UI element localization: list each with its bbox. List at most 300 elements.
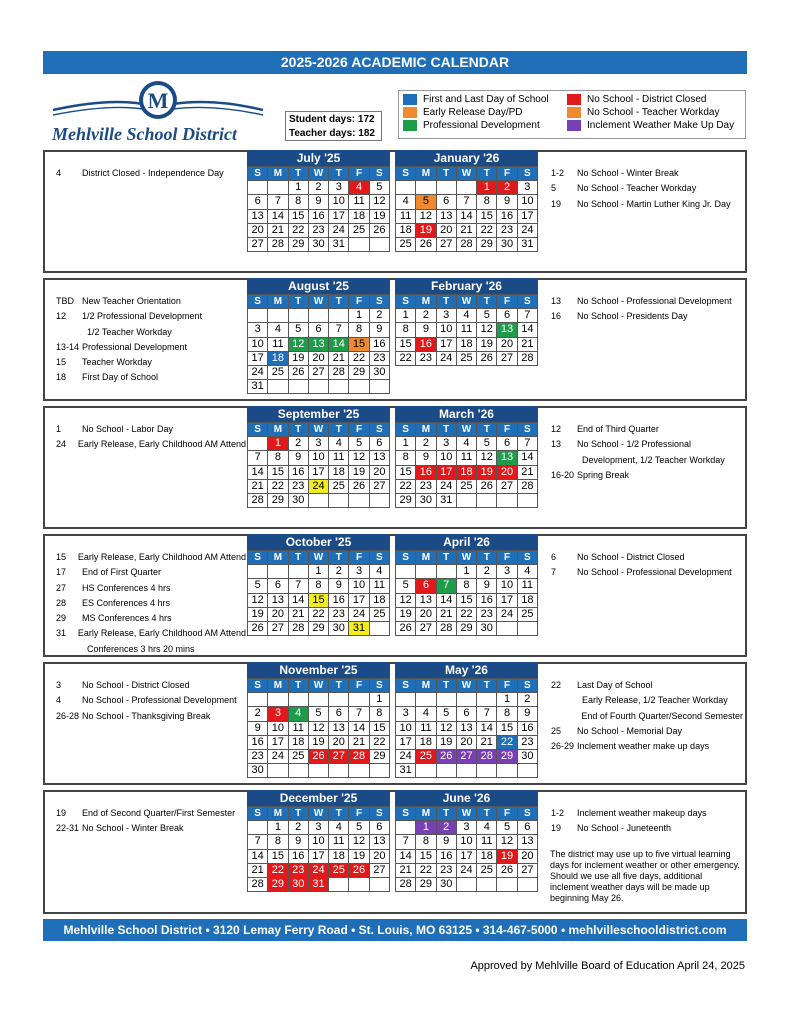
day-cell: 30 — [517, 749, 537, 763]
day-cell: 21 — [517, 337, 537, 351]
day-cell: 23 — [369, 351, 389, 365]
week-row — [248, 721, 390, 735]
day-cell: 1 — [268, 821, 288, 835]
week-row — [396, 764, 538, 778]
weekday-header: M — [416, 423, 436, 437]
event-item — [551, 166, 743, 181]
event-date: 28 — [56, 597, 67, 608]
day-cell: 26 — [497, 863, 517, 877]
week-row — [396, 749, 538, 763]
legend-swatch — [403, 94, 417, 105]
day-cell — [288, 693, 308, 707]
day-cell: 29 — [477, 237, 497, 251]
week-row — [248, 593, 390, 607]
day-cell: 12 — [308, 721, 328, 735]
day-cell: 11 — [477, 835, 497, 849]
event-date: 1-2 — [551, 808, 565, 818]
event-text: End of Third Quarter — [577, 424, 659, 434]
event-item — [551, 724, 743, 739]
day-cell: 18 — [288, 735, 308, 749]
day-cell: 19 — [369, 209, 389, 223]
event-item — [551, 709, 743, 724]
weekday-header: W — [308, 167, 328, 181]
day-cell: 24 — [456, 863, 476, 877]
legend-label: No School - District Closed — [587, 94, 707, 105]
week-row — [248, 565, 390, 579]
day-cell: 15 — [456, 593, 476, 607]
day-cell: 6 — [456, 707, 476, 721]
day-cell: 28 — [456, 237, 476, 251]
day-cell — [369, 621, 389, 635]
day-cell: 8 — [416, 835, 436, 849]
weekday-header: S — [248, 295, 268, 309]
day-cell — [268, 565, 288, 579]
day-cell: 1 — [288, 181, 308, 195]
day-cell: 31 — [436, 493, 456, 507]
day-cell: 4 — [268, 323, 288, 337]
day-cell: 28 — [329, 365, 349, 379]
day-cell: 17 — [349, 593, 369, 607]
event-text: No School - Thanksgiving Break — [82, 710, 211, 721]
day-cell: 6 — [436, 195, 456, 209]
week-row — [248, 195, 390, 209]
weekday-header: T — [436, 807, 456, 821]
event-date: 15 — [56, 357, 67, 368]
day-cell: 19 — [349, 465, 369, 479]
week-row — [396, 479, 538, 493]
legend-item — [403, 120, 540, 132]
day-cell: 28 — [396, 877, 416, 891]
day-cell: 3 — [248, 323, 268, 337]
weekday-header: M — [268, 295, 288, 309]
day-cell: 2 — [416, 309, 436, 323]
day-cell — [329, 380, 349, 394]
event-date — [551, 709, 576, 724]
day-cell: 5 — [436, 707, 456, 721]
day-cell: 11 — [288, 721, 308, 735]
day-cell: 9 — [497, 195, 517, 209]
day-cell: 26 — [416, 237, 436, 251]
week-row — [248, 849, 390, 863]
day-cell: 7 — [517, 437, 537, 451]
day-cell: 14 — [436, 593, 456, 607]
month-title: January '26 — [395, 150, 538, 166]
month-title: May '26 — [395, 662, 538, 678]
day-cell: 30 — [477, 621, 497, 635]
day-cell: 3 — [456, 821, 476, 835]
day-cell: 7 — [248, 451, 268, 465]
day-cell — [396, 821, 416, 835]
day-cell: 18 — [477, 849, 497, 863]
event-date: 19 — [551, 198, 562, 209]
day-cell — [456, 693, 476, 707]
day-cell: 6 — [308, 323, 328, 337]
day-cell — [416, 764, 436, 778]
day-cell: 1 — [497, 693, 517, 707]
day-cell: 31 — [517, 237, 537, 251]
event-date: 12 — [551, 424, 562, 434]
day-cell: 7 — [349, 707, 369, 721]
event-text: Spring Break — [577, 469, 630, 480]
weekday-header: F — [497, 807, 517, 821]
event-date: 27 — [56, 582, 67, 593]
district-name: Mehlville School District — [52, 124, 238, 144]
day-cell — [456, 764, 476, 778]
event-text: No School - Teacher Workday — [577, 183, 697, 194]
weekday-header: F — [349, 295, 369, 309]
day-cell: 19 — [497, 849, 517, 863]
day-cell: 28 — [517, 351, 537, 365]
day-cell — [248, 821, 268, 835]
day-cell — [329, 309, 349, 323]
day-cell — [308, 764, 328, 778]
day-cell — [456, 877, 476, 891]
legend-label: Inclement Weather Make Up Day — [587, 120, 735, 131]
event-date: 13 — [551, 439, 562, 450]
day-cell: 29 — [288, 237, 308, 251]
weekday-header: W — [456, 679, 476, 693]
event-text: End of Second Quarter/First Semester — [82, 808, 236, 818]
day-cell: 2 — [436, 821, 456, 835]
day-cell: 13 — [308, 337, 328, 351]
day-cell: 30 — [288, 493, 308, 507]
event-item — [56, 370, 246, 385]
day-cell: 12 — [288, 337, 308, 351]
event-item — [56, 325, 246, 340]
day-cell: 2 — [248, 707, 268, 721]
day-cell: 24 — [308, 479, 328, 493]
right-events — [551, 422, 743, 483]
right-events — [551, 294, 743, 325]
weekday-header: S — [369, 551, 389, 565]
day-cell — [396, 693, 416, 707]
weekday-header: T — [477, 807, 497, 821]
event-date: 31 — [56, 628, 67, 639]
right-events — [551, 550, 743, 581]
day-cell: 9 — [369, 323, 389, 337]
day-cell: 3 — [436, 309, 456, 323]
weekday-header: S — [517, 167, 537, 181]
day-cell: 17 — [308, 849, 328, 863]
day-cell: 17 — [497, 593, 517, 607]
day-cell: 7 — [456, 195, 476, 209]
day-cell: 15 — [349, 337, 369, 351]
day-cell: 4 — [396, 195, 416, 209]
day-cell: 8 — [268, 835, 288, 849]
day-cell: 22 — [268, 863, 288, 877]
day-cell: 16 — [436, 849, 456, 863]
day-cell — [268, 309, 288, 323]
day-cell: 23 — [248, 749, 268, 763]
week-row — [396, 351, 538, 365]
weekday-header: M — [268, 551, 288, 565]
weekday-header: T — [436, 167, 456, 181]
day-cell: 25 — [517, 607, 537, 621]
day-cell: 28 — [248, 493, 268, 507]
event-date: 3 — [56, 680, 62, 690]
day-cell — [369, 380, 389, 394]
event-text: HS Conferences 4 hrs — [82, 582, 171, 593]
event-text: No School - Presidents Day — [577, 311, 688, 322]
day-cell — [517, 877, 537, 891]
day-cell — [308, 309, 328, 323]
day-cell: 24 — [497, 607, 517, 621]
day-cell: 7 — [329, 323, 349, 337]
event-item — [551, 309, 743, 324]
day-cell: 26 — [477, 479, 497, 493]
day-cell: 8 — [308, 579, 328, 593]
day-cell: 29 — [416, 877, 436, 891]
week-row — [396, 195, 538, 209]
day-cell: 27 — [369, 479, 389, 493]
day-cell — [288, 764, 308, 778]
day-cell: 22 — [396, 479, 416, 493]
day-cell: 9 — [288, 451, 308, 465]
weekday-header: S — [517, 423, 537, 437]
day-cell: 22 — [477, 223, 497, 237]
event-item — [56, 294, 246, 309]
week-row — [248, 437, 390, 451]
approval-note: Approved by Mehlville Board of Education April 24, 2025 — [470, 960, 745, 972]
day-cell: 29 — [308, 621, 328, 635]
day-cell: 30 — [288, 877, 308, 891]
event-text: End of First Quarter — [82, 567, 162, 578]
event-text: Early Release, Early Childhood AM Attend — [77, 439, 246, 450]
event-date: 12 — [56, 311, 67, 322]
weekday-header: S — [248, 167, 268, 181]
day-cell — [288, 565, 308, 579]
weekday-header: T — [288, 167, 308, 181]
day-cell: 4 — [288, 707, 308, 721]
day-cell: 31 — [308, 877, 328, 891]
day-cell: 5 — [416, 195, 436, 209]
day-cell: 22 — [268, 479, 288, 493]
weekday-header: S — [248, 551, 268, 565]
month-calendar — [395, 406, 538, 508]
day-cell: 21 — [396, 863, 416, 877]
day-cell: 2 — [288, 437, 308, 451]
event-date: 19 — [551, 823, 562, 834]
event-date: 13 — [551, 296, 562, 306]
event-text: Teacher Workday — [82, 357, 152, 368]
day-cell: 21 — [248, 863, 268, 877]
event-text: No School - District Closed — [82, 680, 190, 690]
month-title: August '25 — [247, 278, 390, 294]
day-cell: 24 — [248, 365, 268, 379]
month-calendar — [395, 790, 538, 892]
event-date: 15 — [56, 552, 67, 562]
day-cell: 27 — [248, 237, 268, 251]
weekday-header: M — [416, 807, 436, 821]
event-item — [551, 678, 743, 693]
day-cell: 5 — [288, 323, 308, 337]
day-cell: 6 — [497, 437, 517, 451]
day-cell: 16 — [477, 593, 497, 607]
day-cell: 16 — [329, 593, 349, 607]
day-cell — [329, 693, 349, 707]
day-cell — [349, 493, 369, 507]
week-row — [248, 365, 390, 379]
day-cell: 4 — [416, 707, 436, 721]
day-cell — [268, 764, 288, 778]
day-cell: 20 — [497, 337, 517, 351]
week-row — [248, 309, 390, 323]
weekday-header: T — [329, 295, 349, 309]
day-cell: 26 — [288, 365, 308, 379]
event-text: No School - Winter Break — [577, 168, 679, 178]
day-cell: 18 — [456, 337, 476, 351]
weekday-header: T — [288, 679, 308, 693]
day-cell: 6 — [416, 579, 436, 593]
day-cell: 16 — [288, 849, 308, 863]
event-text: Early Release, 1/2 Teacher Workday — [577, 695, 728, 706]
event-item — [56, 437, 246, 452]
day-cell: 15 — [396, 337, 416, 351]
day-cell: 22 — [369, 735, 389, 749]
weekday-header: W — [308, 551, 328, 565]
day-cell: 8 — [268, 451, 288, 465]
day-cell: 13 — [497, 323, 517, 337]
day-cell: 30 — [416, 493, 436, 507]
day-cell: 17 — [308, 465, 328, 479]
day-cell: 30 — [497, 237, 517, 251]
day-cell: 13 — [268, 593, 288, 607]
day-cell: 4 — [369, 565, 389, 579]
event-item — [551, 181, 743, 196]
day-cell: 1 — [349, 309, 369, 323]
day-cell — [288, 380, 308, 394]
day-cell: 9 — [517, 707, 537, 721]
event-item — [56, 340, 246, 355]
day-cell: 27 — [517, 863, 537, 877]
event-item — [56, 709, 246, 724]
day-cell: 2 — [477, 565, 497, 579]
day-cell — [396, 565, 416, 579]
day-cell — [288, 309, 308, 323]
day-cell: 5 — [477, 437, 497, 451]
weekday-header: F — [497, 423, 517, 437]
day-cell: 17 — [517, 209, 537, 223]
day-cell — [436, 764, 456, 778]
month-calendar — [395, 278, 538, 366]
day-cell: 3 — [329, 181, 349, 195]
weekday-header: S — [369, 167, 389, 181]
week-row — [248, 380, 390, 394]
week-row — [248, 877, 390, 891]
weekday-header: T — [436, 679, 456, 693]
day-cell: 17 — [436, 465, 456, 479]
day-cell: 13 — [248, 209, 268, 223]
day-cell: 21 — [329, 351, 349, 365]
day-cell: 2 — [329, 565, 349, 579]
week-row — [248, 835, 390, 849]
day-cell: 30 — [308, 237, 328, 251]
weekday-header: W — [456, 423, 476, 437]
day-cell: 3 — [308, 821, 328, 835]
weekday-header: M — [416, 679, 436, 693]
week-row — [248, 237, 390, 251]
week-row — [396, 835, 538, 849]
event-item — [56, 581, 246, 596]
week-row — [248, 707, 390, 721]
weekday-header: M — [268, 167, 288, 181]
month-title: February '26 — [395, 278, 538, 294]
day-cell: 16 — [288, 465, 308, 479]
day-cell: 7 — [248, 835, 268, 849]
event-text: No School - District Closed — [577, 552, 685, 562]
day-cell: 10 — [396, 721, 416, 735]
day-cell: 26 — [396, 621, 416, 635]
day-cell: 14 — [517, 323, 537, 337]
day-cell: 26 — [248, 621, 268, 635]
day-cell: 15 — [369, 721, 389, 735]
weekday-header: W — [308, 295, 328, 309]
event-text: Early Release, Early Childhood AM Attend — [77, 552, 246, 562]
day-cell: 12 — [497, 835, 517, 849]
day-cell: 24 — [349, 607, 369, 621]
day-cell: 24 — [268, 749, 288, 763]
week-row — [396, 621, 538, 635]
day-cell: 14 — [248, 465, 268, 479]
day-cell: 19 — [416, 223, 436, 237]
day-cell: 20 — [456, 735, 476, 749]
day-cell — [329, 877, 349, 891]
day-cell: 27 — [497, 351, 517, 365]
month-calendar — [247, 406, 390, 508]
day-cell: 19 — [477, 465, 497, 479]
weekday-header: F — [349, 551, 369, 565]
month-title: October '25 — [247, 534, 390, 550]
day-cell: 11 — [456, 451, 476, 465]
day-cell — [497, 493, 517, 507]
day-cell: 4 — [456, 437, 476, 451]
event-text: 1/2 Professional Development — [82, 311, 203, 322]
day-cell: 14 — [477, 721, 497, 735]
day-cell: 13 — [517, 835, 537, 849]
week-row — [248, 693, 390, 707]
week-row — [248, 209, 390, 223]
legend-swatch — [403, 107, 417, 118]
day-cell: 8 — [497, 707, 517, 721]
left-events — [56, 422, 246, 453]
week-row — [248, 451, 390, 465]
event-date: 4 — [56, 695, 62, 706]
day-cell: 15 — [308, 593, 328, 607]
day-cell: 25 — [288, 749, 308, 763]
day-cell: 29 — [268, 493, 288, 507]
event-item — [56, 565, 246, 580]
event-date: 13-14 — [56, 341, 80, 352]
day-cell: 18 — [456, 465, 476, 479]
day-cell — [477, 877, 497, 891]
event-item — [551, 422, 743, 437]
event-date: 25 — [551, 725, 562, 736]
legend-item — [403, 94, 549, 106]
day-cell: 2 — [369, 309, 389, 323]
weekday-header: S — [517, 551, 537, 565]
day-cell: 28 — [248, 877, 268, 891]
day-cell: 19 — [477, 337, 497, 351]
month-title: March '26 — [395, 406, 538, 422]
week-row — [396, 209, 538, 223]
day-cell — [369, 237, 389, 251]
day-cell: 12 — [349, 451, 369, 465]
event-date — [56, 642, 82, 657]
weekday-header: S — [396, 167, 416, 181]
day-cell: 6 — [497, 309, 517, 323]
day-cell: 4 — [349, 181, 369, 195]
day-cell: 26 — [308, 749, 328, 763]
